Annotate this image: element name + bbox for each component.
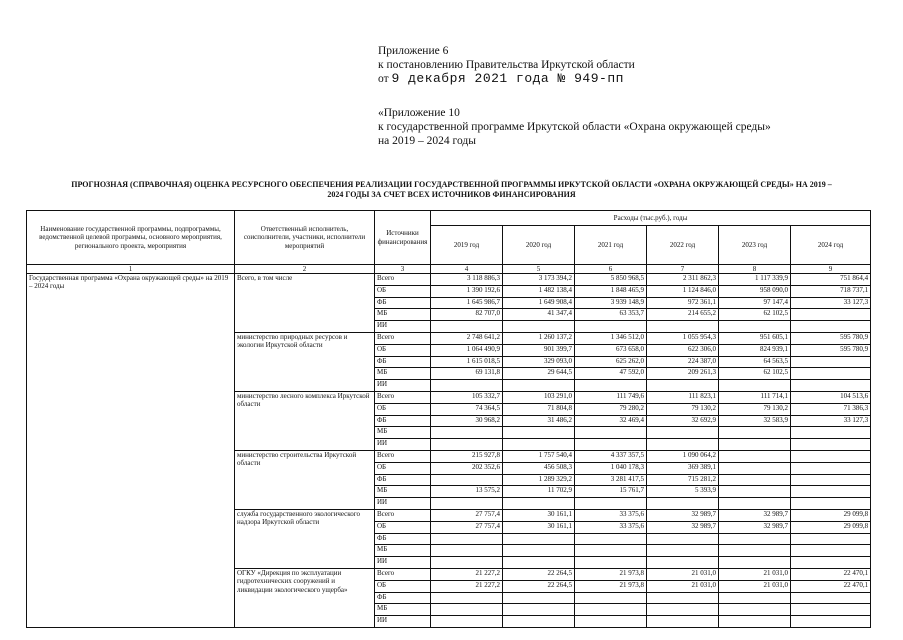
amount-cell: 32 989,7 — [647, 521, 719, 533]
amount-cell — [575, 592, 647, 604]
amount-cell — [647, 616, 719, 628]
appendix-10-years: на 2019 – 2024 годы — [378, 135, 476, 147]
amount-cell: 972 361,1 — [647, 297, 719, 309]
amount-cell — [503, 439, 575, 451]
funding-source-cell: ОБ — [375, 344, 431, 356]
amount-cell — [503, 380, 575, 392]
amount-cell: 1 055 954,3 — [647, 332, 719, 344]
amount-cell: 97 147,4 — [719, 297, 791, 309]
funding-source-cell: ФБ — [375, 356, 431, 368]
header-executor: Ответственный исполнитель, соисполнители, участники, исполнители мероприятий — [235, 211, 375, 265]
funding-source-cell: ОБ — [375, 462, 431, 474]
amount-cell — [647, 592, 719, 604]
amount-cell: 13 575,2 — [431, 486, 503, 498]
header-program-name: Наименование государственной программы, подпрограммы, ведомственной целевой программы, основного мероприятия, регионального проекта, мероприятия — [27, 211, 235, 265]
appendix-6-date-line — [378, 72, 635, 86]
funding-source-cell: Всего — [375, 450, 431, 462]
amount-cell — [431, 557, 503, 569]
amount-cell — [791, 309, 871, 321]
column-number: 3 — [375, 265, 431, 274]
amount-cell: 21 973,8 — [575, 568, 647, 580]
amount-cell: 22 264,5 — [503, 568, 575, 580]
header-year: 2019 год — [431, 226, 503, 265]
amount-cell — [431, 427, 503, 439]
amount-cell — [719, 450, 791, 462]
executor-cell: министерство природных ресурсов и экологии Иркутской области — [235, 332, 375, 391]
amount-cell: 1 390 192,6 — [431, 285, 503, 297]
appendix-6-decree: к постановлению Правительства Иркутской области — [378, 59, 635, 71]
amount-cell: 104 513,6 — [791, 391, 871, 403]
amount-cell — [719, 616, 791, 628]
amount-cell: 64 563,5 — [719, 356, 791, 368]
executor-cell: Всего, в том числе — [235, 274, 375, 333]
amount-cell — [719, 533, 791, 545]
amount-cell: 1 090 064,2 — [647, 450, 719, 462]
amount-cell — [575, 380, 647, 392]
amount-cell: 62 102,5 — [719, 309, 791, 321]
amount-cell: 5 850 968,5 — [575, 274, 647, 286]
amount-cell: 62 102,5 — [719, 368, 791, 380]
amount-cell: 22 470,1 — [791, 568, 871, 580]
amount-cell: 2 311 862,3 — [647, 274, 719, 286]
executor-cell: министерство строительства Иркутской области — [235, 450, 375, 509]
funding-source-cell: Всего — [375, 274, 431, 286]
amount-cell — [503, 592, 575, 604]
amount-cell: 74 364,5 — [431, 403, 503, 415]
amount-cell — [647, 427, 719, 439]
amount-cell — [791, 533, 871, 545]
amount-cell — [647, 380, 719, 392]
amount-cell: 625 262,0 — [575, 356, 647, 368]
amount-cell: 1 615 018,5 — [431, 356, 503, 368]
amount-cell: 4 337 357,5 — [575, 450, 647, 462]
amount-cell: 456 508,3 — [503, 462, 575, 474]
amount-cell — [647, 439, 719, 451]
funding-source-cell: ИИ — [375, 616, 431, 628]
amount-cell: 82 707,0 — [431, 309, 503, 321]
amount-cell: 22 264,5 — [503, 580, 575, 592]
funding-source-cell: МБ — [375, 309, 431, 321]
amount-cell: 215 927,8 — [431, 450, 503, 462]
amount-cell: 105 332,7 — [431, 391, 503, 403]
amount-cell: 21 227,2 — [431, 580, 503, 592]
amount-cell — [431, 439, 503, 451]
amount-cell — [431, 380, 503, 392]
column-number: 2 — [235, 265, 375, 274]
funding-source-cell: ИИ — [375, 321, 431, 333]
amount-cell — [575, 439, 647, 451]
funding-source-cell: МБ — [375, 604, 431, 616]
funding-source-cell: ОБ — [375, 580, 431, 592]
amount-cell: 29 099,8 — [791, 521, 871, 533]
amount-cell — [575, 321, 647, 333]
amount-cell: 32 989,7 — [647, 509, 719, 521]
column-number: 1 — [27, 265, 235, 274]
amount-cell: 21 973,8 — [575, 580, 647, 592]
amount-cell: 1 848 465,9 — [575, 285, 647, 297]
order-number: 9 декабря 2021 года № 949-пп — [391, 71, 624, 86]
amount-cell: 33 375,6 — [575, 521, 647, 533]
amount-cell — [719, 321, 791, 333]
amount-cell: 3 173 394,2 — [503, 274, 575, 286]
amount-cell: 63 353,7 — [575, 309, 647, 321]
amount-cell — [647, 533, 719, 545]
header-year: 2022 год — [647, 226, 719, 265]
amount-cell: 1 064 490,9 — [431, 344, 503, 356]
amount-cell — [791, 474, 871, 486]
appendix-10-title: «Приложение 10 — [378, 107, 460, 119]
amount-cell — [719, 545, 791, 557]
amount-cell: 27 757,4 — [431, 521, 503, 533]
column-number: 7 — [647, 265, 719, 274]
amount-cell — [431, 604, 503, 616]
funding-source-cell: МБ — [375, 486, 431, 498]
amount-cell — [719, 592, 791, 604]
amount-cell: 79 280,2 — [575, 403, 647, 415]
amount-cell — [575, 533, 647, 545]
amount-cell — [791, 450, 871, 462]
amount-cell: 209 261,3 — [647, 368, 719, 380]
amount-cell: 33 375,6 — [575, 509, 647, 521]
funding-source-cell: ФБ — [375, 474, 431, 486]
funding-source-cell: Всего — [375, 568, 431, 580]
amount-cell — [431, 533, 503, 545]
amount-cell: 41 347,4 — [503, 309, 575, 321]
amount-cell: 30 968,2 — [431, 415, 503, 427]
funding-source-cell: ИИ — [375, 380, 431, 392]
amount-cell — [791, 427, 871, 439]
amount-cell: 33 127,3 — [791, 297, 871, 309]
amount-cell — [575, 427, 647, 439]
amount-cell: 369 389,1 — [647, 462, 719, 474]
amount-cell: 3 939 148,9 — [575, 297, 647, 309]
document-title: ПРОГНОЗНАЯ (СПРАВОЧНАЯ) ОЦЕНКА РЕСУРСНОГО ОБЕСПЕЧЕНИЯ РЕАЛИЗАЦИИ ГОСУДАРСТВЕННОЙ ПРОГРАММЫ ИРКУТСКОЙ ОБЛАСТИ «ОХРАНА ОКРУЖАЮЩЕЙ СРЕДЫ» НА 2019 – 2024 ГОДЫ ЗА СЧЕТ ВСЕХ ИСТОЧНИКОВ ФИНАНСИРОВАНИЯ — [71, 180, 832, 199]
amount-cell — [647, 557, 719, 569]
amount-cell: 1 645 986,7 — [431, 297, 503, 309]
amount-cell: 595 780,9 — [791, 344, 871, 356]
header-year: 2021 год — [575, 226, 647, 265]
amount-cell — [503, 533, 575, 545]
amount-cell: 595 780,9 — [791, 332, 871, 344]
amount-cell: 1 289 329,2 — [503, 474, 575, 486]
amount-cell: 79 130,2 — [647, 403, 719, 415]
amount-cell — [503, 427, 575, 439]
column-number: 6 — [575, 265, 647, 274]
funding-source-cell: ОБ — [375, 521, 431, 533]
amount-cell — [791, 321, 871, 333]
header-source: Источники финансирования — [375, 211, 431, 265]
amount-cell — [647, 604, 719, 616]
amount-cell — [791, 462, 871, 474]
executor-cell: министерство лесного комплекса Иркутской области — [235, 391, 375, 450]
funding-source-cell: ОБ — [375, 285, 431, 297]
amount-cell: 3 281 417,5 — [575, 474, 647, 486]
amount-cell: 1 649 908,4 — [503, 297, 575, 309]
funding-source-cell: ИИ — [375, 557, 431, 569]
amount-cell: 673 658,0 — [575, 344, 647, 356]
amount-cell: 22 470,1 — [791, 580, 871, 592]
amount-cell: 111 714,1 — [719, 391, 791, 403]
amount-cell: 751 864,4 — [791, 274, 871, 286]
amount-cell: 1 346 512,0 — [575, 332, 647, 344]
amount-cell: 32 583,9 — [719, 415, 791, 427]
amount-cell — [791, 486, 871, 498]
executor-cell: ОГКУ «Дирекция по эксплуатации гидротехнических сооружений и ликвидации экологического ущерба» — [235, 568, 375, 627]
header-year: 2023 год — [719, 226, 791, 265]
amount-cell: 30 161,1 — [503, 509, 575, 521]
amount-cell — [503, 545, 575, 557]
amount-cell — [791, 356, 871, 368]
appendix-10-block — [378, 106, 771, 148]
column-number: 9 — [791, 265, 871, 274]
amount-cell: 824 939,1 — [719, 344, 791, 356]
amount-cell — [791, 439, 871, 451]
amount-cell — [503, 557, 575, 569]
amount-cell: 2 748 641,2 — [431, 332, 503, 344]
funding-source-cell: ФБ — [375, 592, 431, 604]
funding-source-cell: Всего — [375, 332, 431, 344]
amount-cell: 1 040 178,3 — [575, 462, 647, 474]
funding-source-cell: Всего — [375, 391, 431, 403]
amount-cell: 79 130,2 — [719, 403, 791, 415]
column-number: 8 — [719, 265, 791, 274]
funding-source-cell: МБ — [375, 427, 431, 439]
amount-cell — [575, 498, 647, 510]
appendix-6-title: Приложение 6 — [378, 45, 449, 57]
header-year: 2024 год — [791, 226, 871, 265]
amount-cell — [431, 498, 503, 510]
amount-cell: 27 757,4 — [431, 509, 503, 521]
amount-cell: 1 124 846,0 — [647, 285, 719, 297]
column-number: 5 — [503, 265, 575, 274]
header-expenses: Расходы (тыс.руб.), годы — [431, 211, 871, 226]
amount-cell: 21 031,0 — [647, 568, 719, 580]
amount-cell — [791, 592, 871, 604]
amount-cell — [791, 380, 871, 392]
amount-cell: 32 989,7 — [719, 509, 791, 521]
amount-cell: 715 281,2 — [647, 474, 719, 486]
amount-cell — [791, 368, 871, 380]
funding-source-cell: ОБ — [375, 403, 431, 415]
amount-cell: 71 386,3 — [791, 403, 871, 415]
amount-cell: 1 482 138,4 — [503, 285, 575, 297]
amount-cell: 329 093,0 — [503, 356, 575, 368]
amount-cell: 1 117 339,9 — [719, 274, 791, 286]
header-year: 2020 год — [503, 226, 575, 265]
amount-cell: 1 757 540,4 — [503, 450, 575, 462]
amount-cell: 5 393,9 — [647, 486, 719, 498]
amount-cell: 718 737,1 — [791, 285, 871, 297]
funding-source-cell: ИИ — [375, 439, 431, 451]
date-prefix: от — [378, 73, 389, 85]
amount-cell — [575, 604, 647, 616]
amount-cell — [719, 604, 791, 616]
funding-source-cell: МБ — [375, 368, 431, 380]
amount-cell: 32 469,4 — [575, 415, 647, 427]
amount-cell: 11 702,9 — [503, 486, 575, 498]
amount-cell: 21 031,0 — [719, 580, 791, 592]
amount-cell: 958 090,0 — [719, 285, 791, 297]
amount-cell — [503, 604, 575, 616]
amount-cell — [719, 439, 791, 451]
amount-cell: 69 131,8 — [431, 368, 503, 380]
amount-cell — [719, 474, 791, 486]
amount-cell — [791, 557, 871, 569]
table-row — [27, 274, 871, 286]
amount-cell: 214 655,2 — [647, 309, 719, 321]
amount-cell: 21 031,0 — [719, 568, 791, 580]
amount-cell: 1 260 137,2 — [503, 332, 575, 344]
amount-cell — [503, 498, 575, 510]
amount-cell — [575, 557, 647, 569]
amount-cell — [719, 462, 791, 474]
funding-source-cell: ФБ — [375, 297, 431, 309]
amount-cell: 21 227,2 — [431, 568, 503, 580]
amount-cell — [719, 498, 791, 510]
amount-cell — [431, 592, 503, 604]
funding-source-cell: ФБ — [375, 415, 431, 427]
amount-cell: 3 118 886,3 — [431, 274, 503, 286]
amount-cell: 951 605,1 — [719, 332, 791, 344]
funding-source-cell: Всего — [375, 509, 431, 521]
amount-cell: 29 644,5 — [503, 368, 575, 380]
amount-cell — [791, 604, 871, 616]
amount-cell: 32 692,9 — [647, 415, 719, 427]
amount-cell — [647, 321, 719, 333]
amount-cell: 71 804,8 — [503, 403, 575, 415]
amount-cell: 32 989,7 — [719, 521, 791, 533]
amount-cell: 15 761,7 — [575, 486, 647, 498]
amount-cell — [431, 545, 503, 557]
amount-cell — [719, 557, 791, 569]
amount-cell — [503, 616, 575, 628]
amount-cell: 21 031,0 — [647, 580, 719, 592]
amount-cell — [575, 616, 647, 628]
funding-source-cell: МБ — [375, 545, 431, 557]
funding-source-cell: ИИ — [375, 498, 431, 510]
program-name-cell: Государственная программа «Охрана окружающей среды» на 2019 – 2024 годы — [27, 274, 235, 628]
amount-cell: 111 823,1 — [647, 391, 719, 403]
column-number: 4 — [431, 265, 503, 274]
amount-cell — [647, 545, 719, 557]
amount-cell: 30 161,1 — [503, 521, 575, 533]
amount-cell: 901 399,7 — [503, 344, 575, 356]
executor-cell: служба государственного экологического надзора Иркутской области — [235, 509, 375, 568]
funding-source-cell: ФБ — [375, 533, 431, 545]
amount-cell — [719, 380, 791, 392]
amount-cell: 103 291,0 — [503, 391, 575, 403]
resource-table — [26, 210, 871, 628]
amount-cell: 47 592,0 — [575, 368, 647, 380]
amount-cell: 622 306,0 — [647, 344, 719, 356]
amount-cell — [431, 474, 503, 486]
amount-cell: 31 486,2 — [503, 415, 575, 427]
amount-cell — [719, 486, 791, 498]
amount-cell — [431, 321, 503, 333]
amount-cell — [791, 616, 871, 628]
amount-cell: 111 749,6 — [575, 391, 647, 403]
amount-cell: 33 127,3 — [791, 415, 871, 427]
amount-cell — [575, 545, 647, 557]
amount-cell: 224 387,0 — [647, 356, 719, 368]
amount-cell: 29 099,8 — [791, 509, 871, 521]
amount-cell — [791, 498, 871, 510]
amount-cell — [431, 616, 503, 628]
amount-cell — [719, 427, 791, 439]
amount-cell — [503, 321, 575, 333]
appendix-6-block — [378, 44, 635, 86]
appendix-10-program: к государственной программе Иркутской области «Охрана окружающей среды» — [378, 121, 771, 133]
amount-cell — [791, 545, 871, 557]
amount-cell: 202 352,6 — [431, 462, 503, 474]
amount-cell — [647, 498, 719, 510]
